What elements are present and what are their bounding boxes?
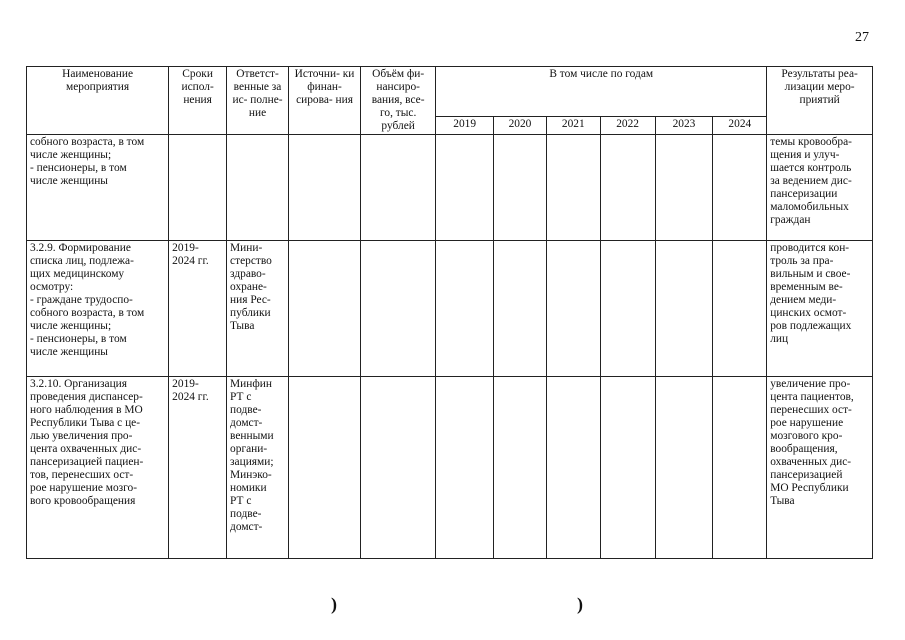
activity-responsible: Мини- стерство здраво- охране- ния Рес- публики Тыва (227, 241, 289, 377)
year-cell (436, 241, 494, 377)
activity-deadline (169, 135, 227, 241)
activity-responsible: Минфин РТ с подве- домст- венными органи- зациями; Минэко- номики РТ с подве- домст- (227, 377, 289, 559)
year-cell (494, 377, 547, 559)
activity-result: увеличение про- цента пациентов, перенесших ост- рое нарушение мозгового кро- вообращения, охваченных дис- пансеризацией МО Республики Тыва (767, 377, 873, 559)
activity-name: 3.2.10. Организация проведения диспансер- ного наблюдения в МО Республики Тыва с це- лью увеличения про- цента охваченных дис- пансеризацией пациен- тов, перенесших ост- рое нарушение мозго- вого кровообращения (27, 377, 169, 559)
activity-volume (361, 241, 436, 377)
year-header: 2019 (436, 116, 494, 134)
page-number: 27 (855, 30, 869, 45)
table-row (27, 377, 873, 559)
year-cell (713, 135, 767, 241)
year-cell (600, 135, 655, 241)
year-cell (600, 241, 655, 377)
activity-name: собного возраста, в том числе женщины; - пенсионеры, в том числе женщины (27, 135, 169, 241)
activity-sources (288, 377, 360, 559)
header-volume: Объём фи- нансиро- вания, все- го, тыс. рублей (361, 67, 436, 135)
activity-responsible (227, 135, 289, 241)
year-cell (655, 241, 713, 377)
year-cell (655, 377, 713, 559)
header-deadline: Сроки испол- нения (169, 67, 227, 135)
year-header: 2024 (713, 116, 767, 134)
header-results: Результаты реа- лизации меро- приятий (767, 67, 873, 135)
table-row (27, 241, 873, 377)
scan-mark: ) (577, 594, 583, 614)
year-cell (713, 377, 767, 559)
activity-sources (288, 135, 360, 241)
year-header: 2022 (600, 116, 655, 134)
year-cell (494, 241, 547, 377)
activity-volume (361, 377, 436, 559)
year-header: 2023 (655, 116, 713, 134)
year-header: 2020 (494, 116, 547, 134)
activity-result: проводится кон- троль за пра- вильным и свое- временным ве- дением меди- цинских осмот- ров подлежащих лиц (767, 241, 873, 377)
activity-volume (361, 135, 436, 241)
header-sources: Источни- ки финан- сирова- ния (288, 67, 360, 135)
header-row (27, 67, 873, 117)
year-cell (655, 135, 713, 241)
header-by-years: В том числе по годам (436, 67, 767, 117)
year-cell (436, 377, 494, 559)
scan-mark: ) (331, 594, 337, 614)
activities-table (26, 66, 873, 559)
year-cell (713, 241, 767, 377)
activity-deadline: 2019- 2024 гг. (169, 377, 227, 559)
year-cell (494, 135, 547, 241)
year-cell (600, 377, 655, 559)
year-cell (436, 135, 494, 241)
year-header: 2021 (546, 116, 600, 134)
activity-sources (288, 241, 360, 377)
activity-deadline: 2019- 2024 гг. (169, 241, 227, 377)
header-name: Наименование мероприятия (27, 67, 169, 135)
year-cell (546, 135, 600, 241)
activity-result: темы кровообра- щения и улуч- шается контроль за ведением дис- пансеризации маломобильных граждан (767, 135, 873, 241)
year-cell (546, 241, 600, 377)
activity-name: 3.2.9. Формирование списка лиц, подлежа- щих медицинскому осмотру: - граждане трудоспо- собного возраста, в том числе женщины; - пенсионеры, в том числе женщины (27, 241, 169, 377)
year-cell (546, 377, 600, 559)
table-row (27, 135, 873, 241)
header-responsible: Ответст- венные за ис- полне- ние (227, 67, 289, 135)
